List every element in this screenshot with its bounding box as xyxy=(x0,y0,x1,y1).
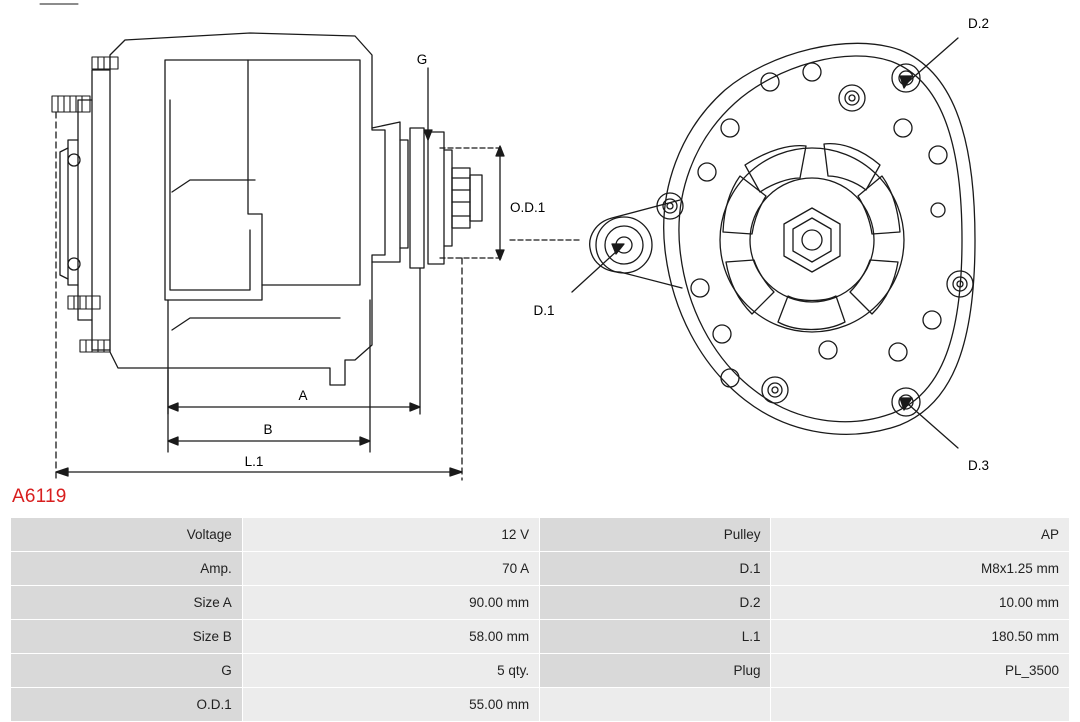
spec-value: 5 qty. xyxy=(242,654,539,688)
label-d2: D.2 xyxy=(968,16,990,31)
spec-value: 58.00 mm xyxy=(242,620,539,654)
table-row xyxy=(11,518,1070,552)
part-code: A6119 xyxy=(12,486,67,507)
label-g: G xyxy=(416,52,428,67)
table-row xyxy=(11,620,1070,654)
spec-label: Plug xyxy=(540,654,771,688)
spec-value: 70 A xyxy=(242,552,539,586)
spec-label: Size A xyxy=(11,586,243,620)
spec-table-body xyxy=(11,518,1070,722)
spec-label: Size B xyxy=(11,620,243,654)
table-row xyxy=(11,688,1070,722)
spec-value: AP xyxy=(771,518,1070,552)
spec-label: O.D.1 xyxy=(11,688,243,722)
spec-label: Voltage xyxy=(11,518,243,552)
spec-value: 12 V xyxy=(242,518,539,552)
spec-value: M8x1.25 mm xyxy=(771,552,1070,586)
spec-label: Pulley xyxy=(540,518,771,552)
label-a: A xyxy=(298,388,308,403)
spec-value: 180.50 mm xyxy=(771,620,1070,654)
alternator-side-view xyxy=(52,33,482,385)
spec-label: Amp. xyxy=(11,552,243,586)
spec-value: PL_3500 xyxy=(771,654,1070,688)
dimension-g xyxy=(424,68,432,140)
spec-value: 10.00 mm xyxy=(771,586,1070,620)
spec-empty-cell xyxy=(771,688,1070,722)
label-od1: O.D.1 xyxy=(510,200,546,215)
specifications-table xyxy=(10,517,1070,722)
spec-label: L.1 xyxy=(540,620,771,654)
spec-label: D.1 xyxy=(540,552,771,586)
table-row xyxy=(11,654,1070,688)
spec-value: 90.00 mm xyxy=(242,586,539,620)
label-d3: D.3 xyxy=(968,458,990,473)
label-l1: L.1 xyxy=(244,454,264,469)
label-d1: D.1 xyxy=(533,303,555,318)
label-b: B xyxy=(263,422,273,437)
alternator-front-view xyxy=(590,43,975,434)
dimension-d-leaders xyxy=(572,38,958,448)
dimension-l1 xyxy=(56,112,462,480)
spec-empty-cell xyxy=(540,688,771,722)
spec-value: 55.00 mm xyxy=(242,688,539,722)
spec-label: G xyxy=(11,654,243,688)
spec-label: D.2 xyxy=(540,586,771,620)
table-row xyxy=(11,552,1070,586)
table-row xyxy=(11,586,1070,620)
